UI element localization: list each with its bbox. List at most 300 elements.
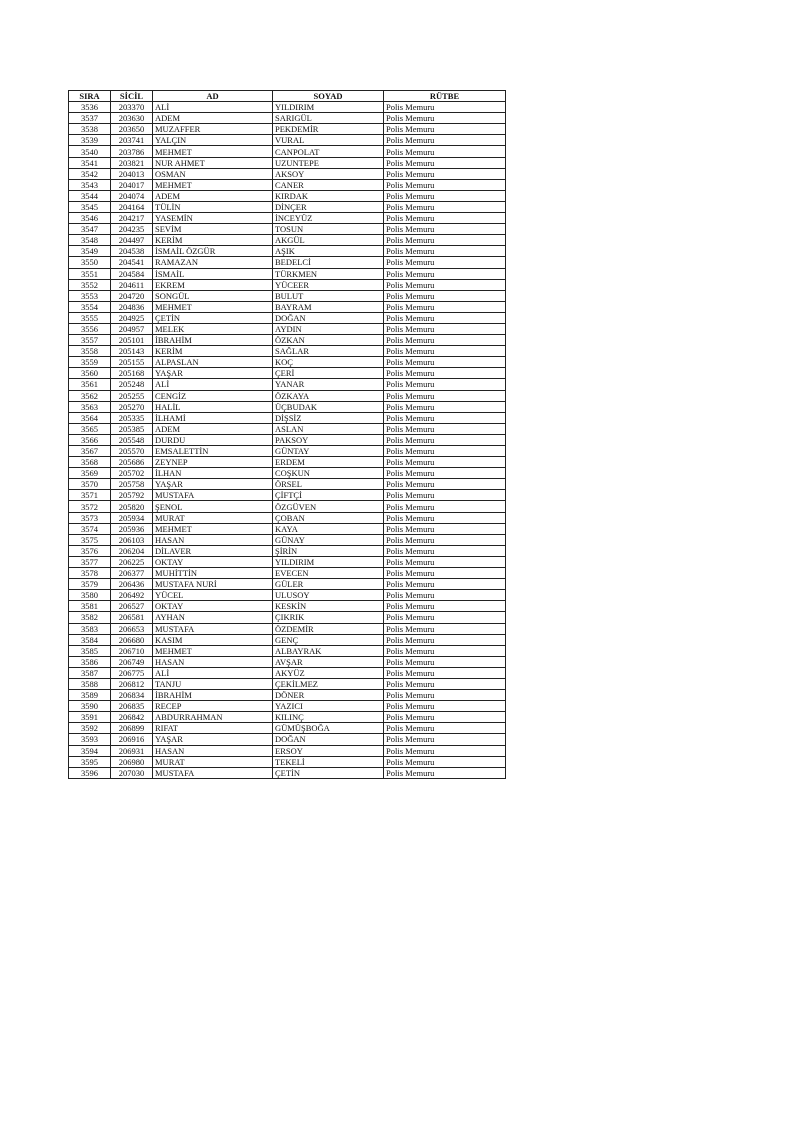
cell-ad: MUSTAFA NURİ <box>153 579 273 590</box>
cell-soyad: CANPOLAT <box>273 146 384 157</box>
cell-sicil: 206710 <box>111 645 153 656</box>
cell-sira: 3567 <box>69 446 111 457</box>
cell-ad: YAŞAR <box>153 479 273 490</box>
cell-sicil: 204013 <box>111 168 153 179</box>
cell-rutbe: Polis Memuru <box>384 734 506 745</box>
cell-sicil: 206653 <box>111 623 153 634</box>
cell-sira: 3563 <box>69 401 111 412</box>
cell-sicil: 206103 <box>111 534 153 545</box>
table-row <box>69 656 506 667</box>
cell-soyad: ÇİFTÇİ <box>273 490 384 501</box>
cell-rutbe: Polis Memuru <box>384 656 506 667</box>
cell-sicil: 205335 <box>111 412 153 423</box>
table-row <box>69 312 506 323</box>
cell-sicil: 204164 <box>111 201 153 212</box>
cell-sicil: 206749 <box>111 656 153 667</box>
cell-soyad: KILINÇ <box>273 712 384 723</box>
table-row <box>69 490 506 501</box>
cell-sira: 3568 <box>69 457 111 468</box>
cell-ad: SEVİM <box>153 224 273 235</box>
cell-sicil: 204217 <box>111 213 153 224</box>
table-row <box>69 279 506 290</box>
cell-rutbe: Polis Memuru <box>384 423 506 434</box>
cell-rutbe: Polis Memuru <box>384 512 506 523</box>
table-row <box>69 257 506 268</box>
cell-ad: MEHMET <box>153 146 273 157</box>
cell-sira: 3570 <box>69 479 111 490</box>
cell-ad: YAŞAR <box>153 368 273 379</box>
cell-ad: MURAT <box>153 512 273 523</box>
cell-sicil: 206980 <box>111 756 153 767</box>
cell-sicil: 203650 <box>111 124 153 135</box>
table-row <box>69 379 506 390</box>
cell-sicil: 204836 <box>111 301 153 312</box>
cell-ad: MEHMET <box>153 523 273 534</box>
table-row <box>69 146 506 157</box>
cell-sira: 3571 <box>69 490 111 501</box>
cell-sira: 3544 <box>69 190 111 201</box>
cell-rutbe: Polis Memuru <box>384 601 506 612</box>
cell-soyad: ÜÇBUDAK <box>273 401 384 412</box>
cell-sicil: 203370 <box>111 102 153 113</box>
cell-rutbe: Polis Memuru <box>384 323 506 334</box>
cell-soyad: ÇERİ <box>273 368 384 379</box>
cell-sicil: 205702 <box>111 468 153 479</box>
header-ad: AD <box>153 91 273 102</box>
cell-soyad: KESKİN <box>273 601 384 612</box>
table-row <box>69 135 506 146</box>
table-row <box>69 190 506 201</box>
cell-sira: 3573 <box>69 512 111 523</box>
cell-soyad: ÇOBAN <box>273 512 384 523</box>
cell-rutbe: Polis Memuru <box>384 501 506 512</box>
cell-soyad: YÜCEER <box>273 279 384 290</box>
cell-ad: İLHAMİ <box>153 412 273 423</box>
cell-sira: 3585 <box>69 645 111 656</box>
cell-sira: 3592 <box>69 723 111 734</box>
cell-sira: 3550 <box>69 257 111 268</box>
table-row <box>69 590 506 601</box>
cell-soyad: AŞIK <box>273 246 384 257</box>
cell-soyad: AKSOY <box>273 168 384 179</box>
cell-sicil: 203630 <box>111 113 153 124</box>
cell-soyad: GÜMÜŞBOĞA <box>273 723 384 734</box>
cell-ad: RECEP <box>153 701 273 712</box>
cell-ad: NUR AHMET <box>153 157 273 168</box>
cell-ad: YAŞAR <box>153 734 273 745</box>
cell-sira: 3542 <box>69 168 111 179</box>
table-row <box>69 301 506 312</box>
cell-soyad: GÜNAY <box>273 534 384 545</box>
table-row <box>69 623 506 634</box>
table-row <box>69 545 506 556</box>
cell-rutbe: Polis Memuru <box>384 723 506 734</box>
cell-rutbe: Polis Memuru <box>384 146 506 157</box>
cell-sira: 3557 <box>69 335 111 346</box>
table-row <box>69 745 506 756</box>
table-row <box>69 124 506 135</box>
table-row <box>69 712 506 723</box>
table-row <box>69 224 506 235</box>
table-row <box>69 756 506 767</box>
cell-sira: 3581 <box>69 601 111 612</box>
cell-rutbe: Polis Memuru <box>384 412 506 423</box>
cell-soyad: YANAR <box>273 379 384 390</box>
cell-sicil: 205248 <box>111 379 153 390</box>
cell-sicil: 206436 <box>111 579 153 590</box>
cell-sicil: 205255 <box>111 390 153 401</box>
table-row <box>69 213 506 224</box>
cell-rutbe: Polis Memuru <box>384 157 506 168</box>
cell-sira: 3552 <box>69 279 111 290</box>
table-row <box>69 168 506 179</box>
table-row <box>69 645 506 656</box>
cell-sira: 3543 <box>69 179 111 190</box>
cell-ad: OKTAY <box>153 556 273 567</box>
cell-ad: MUHİTTİN <box>153 568 273 579</box>
cell-rutbe: Polis Memuru <box>384 102 506 113</box>
cell-soyad: GENÇ <box>273 634 384 645</box>
cell-soyad: ÇEKİLMEZ <box>273 678 384 689</box>
cell-ad: KERİM <box>153 346 273 357</box>
cell-rutbe: Polis Memuru <box>384 667 506 678</box>
cell-ad: ÇETİN <box>153 312 273 323</box>
personnel-list <box>68 90 506 779</box>
cell-soyad: SARIGÜL <box>273 113 384 124</box>
cell-rutbe: Polis Memuru <box>384 490 506 501</box>
personnel-table <box>68 90 506 779</box>
cell-sira: 3577 <box>69 556 111 567</box>
table-row <box>69 423 506 434</box>
cell-ad: HASAN <box>153 745 273 756</box>
cell-soyad: VURAL <box>273 135 384 146</box>
cell-ad: ALPASLAN <box>153 357 273 368</box>
cell-sicil: 207030 <box>111 767 153 778</box>
cell-sira: 3569 <box>69 468 111 479</box>
cell-soyad: TEKELİ <box>273 756 384 767</box>
cell-rutbe: Polis Memuru <box>384 335 506 346</box>
table-row <box>69 523 506 534</box>
cell-sira: 3538 <box>69 124 111 135</box>
header-sicil: SİCİL <box>111 91 153 102</box>
cell-ad: TÜLİN <box>153 201 273 212</box>
cell-ad: ABDURRAHMAN <box>153 712 273 723</box>
cell-rutbe: Polis Memuru <box>384 368 506 379</box>
cell-soyad: GÜLER <box>273 579 384 590</box>
cell-rutbe: Polis Memuru <box>384 756 506 767</box>
table-row <box>69 357 506 368</box>
cell-rutbe: Polis Memuru <box>384 579 506 590</box>
cell-ad: EKREM <box>153 279 273 290</box>
cell-soyad: DİŞSİZ <box>273 412 384 423</box>
cell-rutbe: Polis Memuru <box>384 346 506 357</box>
cell-rutbe: Polis Memuru <box>384 457 506 468</box>
cell-sicil: 204925 <box>111 312 153 323</box>
cell-sicil: 206225 <box>111 556 153 567</box>
table-row <box>69 690 506 701</box>
cell-sira: 3583 <box>69 623 111 634</box>
table-row <box>69 512 506 523</box>
cell-sicil: 205168 <box>111 368 153 379</box>
cell-sira: 3576 <box>69 545 111 556</box>
cell-sicil: 204074 <box>111 190 153 201</box>
cell-rutbe: Polis Memuru <box>384 301 506 312</box>
cell-soyad: YILDIRIM <box>273 556 384 567</box>
cell-rutbe: Polis Memuru <box>384 623 506 634</box>
table-row <box>69 268 506 279</box>
cell-ad: MEHMET <box>153 301 273 312</box>
cell-sira: 3555 <box>69 312 111 323</box>
cell-sicil: 205101 <box>111 335 153 346</box>
header-rutbe: RÜTBE <box>384 91 506 102</box>
cell-ad: İBRAHİM <box>153 335 273 346</box>
cell-sira: 3537 <box>69 113 111 124</box>
cell-sira: 3579 <box>69 579 111 590</box>
cell-sicil: 204957 <box>111 323 153 334</box>
cell-soyad: ALBAYRAK <box>273 645 384 656</box>
cell-sira: 3584 <box>69 634 111 645</box>
cell-rutbe: Polis Memuru <box>384 468 506 479</box>
cell-soyad: ÖZKAN <box>273 335 384 346</box>
cell-sicil: 203786 <box>111 146 153 157</box>
cell-sicil: 204720 <box>111 290 153 301</box>
cell-soyad: BULUT <box>273 290 384 301</box>
cell-ad: MEHMET <box>153 179 273 190</box>
table-row <box>69 235 506 246</box>
cell-sira: 3566 <box>69 434 111 445</box>
cell-ad: ALİ <box>153 102 273 113</box>
cell-soyad: BAYRAM <box>273 301 384 312</box>
cell-sira: 3539 <box>69 135 111 146</box>
cell-soyad: KIRDAK <box>273 190 384 201</box>
table-row <box>69 479 506 490</box>
cell-rutbe: Polis Memuru <box>384 678 506 689</box>
cell-soyad: DİNÇER <box>273 201 384 212</box>
cell-sicil: 206842 <box>111 712 153 723</box>
cell-rutbe: Polis Memuru <box>384 168 506 179</box>
cell-ad: OSMAN <box>153 168 273 179</box>
cell-sicil: 204584 <box>111 268 153 279</box>
cell-rutbe: Polis Memuru <box>384 390 506 401</box>
cell-rutbe: Polis Memuru <box>384 645 506 656</box>
cell-sicil: 204235 <box>111 224 153 235</box>
table-row <box>69 157 506 168</box>
cell-rutbe: Polis Memuru <box>384 767 506 778</box>
cell-rutbe: Polis Memuru <box>384 312 506 323</box>
table-row <box>69 701 506 712</box>
table-row <box>69 434 506 445</box>
cell-sicil: 205792 <box>111 490 153 501</box>
cell-rutbe: Polis Memuru <box>384 401 506 412</box>
cell-soyad: ÇIKRIK <box>273 612 384 623</box>
cell-ad: MUSTAFA <box>153 767 273 778</box>
cell-sicil: 206835 <box>111 701 153 712</box>
cell-ad: DİLAVER <box>153 545 273 556</box>
cell-sicil: 203741 <box>111 135 153 146</box>
table-row <box>69 468 506 479</box>
cell-ad: ZEYNEP <box>153 457 273 468</box>
cell-rutbe: Polis Memuru <box>384 434 506 445</box>
cell-rutbe: Polis Memuru <box>384 712 506 723</box>
cell-soyad: YILDIRIM <box>273 102 384 113</box>
cell-sicil: 206680 <box>111 634 153 645</box>
cell-sira: 3582 <box>69 612 111 623</box>
cell-ad: EMSALETTİN <box>153 446 273 457</box>
cell-ad: ADEM <box>153 423 273 434</box>
cell-soyad: DOĞAN <box>273 312 384 323</box>
table-row <box>69 556 506 567</box>
cell-soyad: AVŞAR <box>273 656 384 667</box>
cell-ad: MURAT <box>153 756 273 767</box>
cell-rutbe: Polis Memuru <box>384 612 506 623</box>
cell-sicil: 206581 <box>111 612 153 623</box>
cell-sicil: 206377 <box>111 568 153 579</box>
table-row <box>69 412 506 423</box>
cell-ad: YASEMİN <box>153 213 273 224</box>
cell-soyad: UZUNTEPE <box>273 157 384 168</box>
cell-sira: 3549 <box>69 246 111 257</box>
table-row <box>69 323 506 334</box>
cell-soyad: ÇETİN <box>273 767 384 778</box>
cell-ad: İSMAİL ÖZGÜR <box>153 246 273 257</box>
cell-soyad: AKYÜZ <box>273 667 384 678</box>
cell-soyad: ÖZGÜVEN <box>273 501 384 512</box>
cell-rutbe: Polis Memuru <box>384 290 506 301</box>
cell-sicil: 205143 <box>111 346 153 357</box>
cell-sira: 3578 <box>69 568 111 579</box>
cell-sira: 3587 <box>69 667 111 678</box>
cell-soyad: BEDELCİ <box>273 257 384 268</box>
cell-ad: MUZAFFER <box>153 124 273 135</box>
cell-soyad: ÖZKAYA <box>273 390 384 401</box>
table-row <box>69 401 506 412</box>
cell-ad: İBRAHİM <box>153 690 273 701</box>
cell-ad: HASAN <box>153 534 273 545</box>
cell-sicil: 205936 <box>111 523 153 534</box>
cell-ad: SONGÜL <box>153 290 273 301</box>
cell-sira: 3558 <box>69 346 111 357</box>
cell-sicil: 206931 <box>111 745 153 756</box>
cell-sira: 3554 <box>69 301 111 312</box>
cell-sira: 3574 <box>69 523 111 534</box>
cell-rutbe: Polis Memuru <box>384 246 506 257</box>
cell-rutbe: Polis Memuru <box>384 224 506 235</box>
cell-rutbe: Polis Memuru <box>384 190 506 201</box>
cell-sicil: 205934 <box>111 512 153 523</box>
cell-sira: 3551 <box>69 268 111 279</box>
cell-rutbe: Polis Memuru <box>384 534 506 545</box>
table-row <box>69 734 506 745</box>
cell-sira: 3556 <box>69 323 111 334</box>
cell-ad: CENGİZ <box>153 390 273 401</box>
cell-sira: 3595 <box>69 756 111 767</box>
table-row <box>69 678 506 689</box>
cell-soyad: EVECEN <box>273 568 384 579</box>
cell-soyad: YAZICI <box>273 701 384 712</box>
cell-rutbe: Polis Memuru <box>384 745 506 756</box>
cell-sicil: 205686 <box>111 457 153 468</box>
cell-ad: AYHAN <box>153 612 273 623</box>
table-row <box>69 667 506 678</box>
cell-sicil: 204538 <box>111 246 153 257</box>
table-row <box>69 290 506 301</box>
cell-sira: 3589 <box>69 690 111 701</box>
table-row <box>69 179 506 190</box>
cell-ad: HALİL <box>153 401 273 412</box>
cell-soyad: KAYA <box>273 523 384 534</box>
cell-soyad: COŞKUN <box>273 468 384 479</box>
cell-ad: ŞENOL <box>153 501 273 512</box>
cell-sicil: 205758 <box>111 479 153 490</box>
cell-rutbe: Polis Memuru <box>384 634 506 645</box>
cell-sira: 3596 <box>69 767 111 778</box>
table-row <box>69 723 506 734</box>
cell-ad: İLHAN <box>153 468 273 479</box>
cell-soyad: ÖRSEL <box>273 479 384 490</box>
cell-soyad: TOSUN <box>273 224 384 235</box>
cell-sira: 3536 <box>69 102 111 113</box>
table-row <box>69 446 506 457</box>
table-row <box>69 457 506 468</box>
cell-sira: 3586 <box>69 656 111 667</box>
table-row <box>69 102 506 113</box>
cell-rutbe: Polis Memuru <box>384 479 506 490</box>
cell-sicil: 205570 <box>111 446 153 457</box>
cell-ad: ALİ <box>153 667 273 678</box>
cell-sicil: 204497 <box>111 235 153 246</box>
table-row <box>69 601 506 612</box>
cell-sira: 3553 <box>69 290 111 301</box>
cell-soyad: SAĞLAR <box>273 346 384 357</box>
cell-rutbe: Polis Memuru <box>384 113 506 124</box>
cell-sicil: 205155 <box>111 357 153 368</box>
cell-rutbe: Polis Memuru <box>384 690 506 701</box>
cell-rutbe: Polis Memuru <box>384 446 506 457</box>
cell-rutbe: Polis Memuru <box>384 135 506 146</box>
cell-sicil: 204541 <box>111 257 153 268</box>
cell-sira: 3547 <box>69 224 111 235</box>
cell-ad: MUSTAFA <box>153 623 273 634</box>
cell-soyad: İNCEYÜZ <box>273 213 384 224</box>
cell-ad: MELEK <box>153 323 273 334</box>
cell-ad: DURDU <box>153 434 273 445</box>
cell-soyad: ERDEM <box>273 457 384 468</box>
cell-soyad: ULUSOY <box>273 590 384 601</box>
cell-rutbe: Polis Memuru <box>384 213 506 224</box>
cell-ad: ADEM <box>153 113 273 124</box>
cell-rutbe: Polis Memuru <box>384 568 506 579</box>
cell-sira: 3572 <box>69 501 111 512</box>
table-row <box>69 579 506 590</box>
cell-soyad: ASLAN <box>273 423 384 434</box>
cell-rutbe: Polis Memuru <box>384 257 506 268</box>
cell-sicil: 206812 <box>111 678 153 689</box>
cell-ad: MEHMET <box>153 645 273 656</box>
cell-sicil: 206899 <box>111 723 153 734</box>
cell-sira: 3548 <box>69 235 111 246</box>
cell-soyad: CANER <box>273 179 384 190</box>
table-row <box>69 501 506 512</box>
table-row <box>69 201 506 212</box>
cell-sicil: 204611 <box>111 279 153 290</box>
cell-rutbe: Polis Memuru <box>384 556 506 567</box>
cell-rutbe: Polis Memuru <box>384 201 506 212</box>
cell-ad: YALÇIN <box>153 135 273 146</box>
cell-rutbe: Polis Memuru <box>384 701 506 712</box>
cell-ad: İSMAİL <box>153 268 273 279</box>
table-row <box>69 612 506 623</box>
cell-soyad: AKGÜL <box>273 235 384 246</box>
